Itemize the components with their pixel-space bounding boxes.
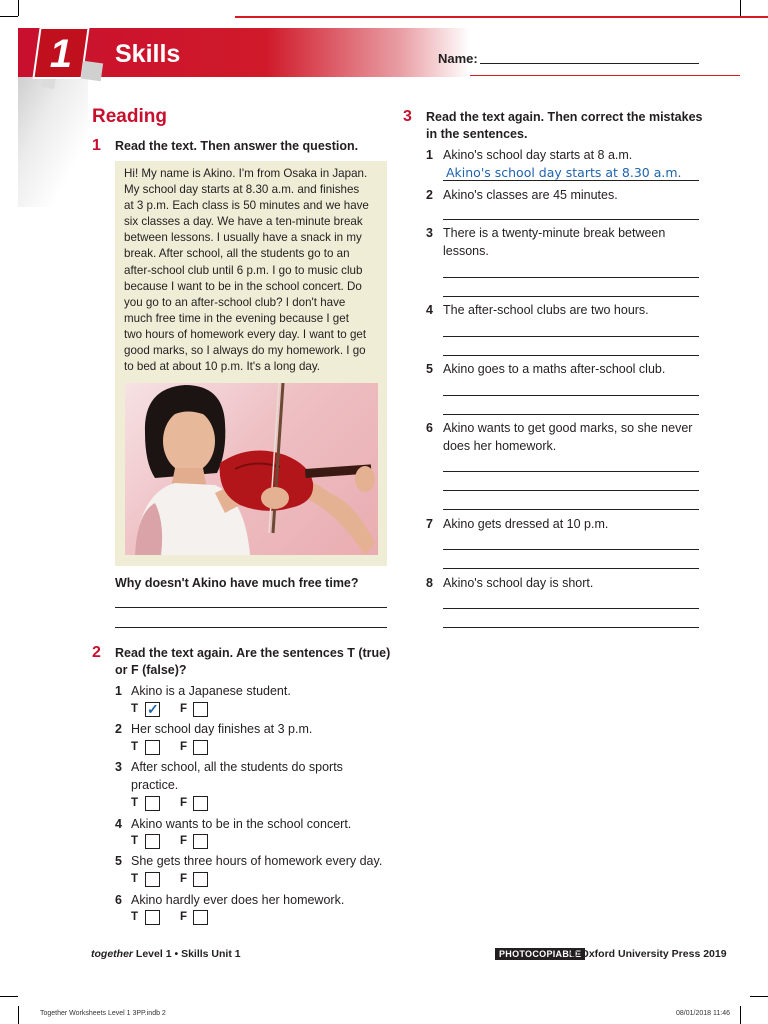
passage-line: much free time in the evening because I get [124,311,349,325]
answer-line[interactable] [115,627,387,628]
exercise-2-number: 2 [92,644,101,661]
false-label: F [180,911,188,923]
answer-line[interactable] [443,296,699,297]
crop-mark [0,996,18,997]
exercise-1-number: 1 [92,137,101,154]
passage-line: after-school club until 6 p.m. I go to music club [124,263,363,277]
false-label: F [180,797,188,809]
answer-line[interactable] [443,490,699,491]
false-label: F [180,703,188,715]
header-shadow [18,77,88,207]
true-label: T [131,797,139,809]
correction-item-text [443,419,692,455]
answer-line[interactable] [443,549,699,550]
correction-item-text: Akino's school day is short. [443,576,594,590]
correction-item-number: 1 [426,148,433,162]
passage-line: six classes a day. We have a ten-minute break [124,215,363,229]
correction-item-text: The after-school clubs are two hours. [443,303,649,317]
unit-number: 1 [49,32,72,76]
header-top-line [235,16,768,18]
check-mark-icon: ✓ [147,701,159,717]
passage-line: two hours of homework every day. I want to get [124,327,367,341]
true-label: T [131,873,139,885]
tf-item-text: Akino hardly ever does her homework. [131,893,345,907]
footer-brand: together [91,948,133,960]
passage-line: because I want to be in the school concert. Do [124,279,362,293]
footer-course-info [91,948,241,960]
passage-line: to bed at about 10 p.m. It's a long day. [124,360,321,374]
false-checkbox[interactable] [193,740,208,755]
true-checkbox[interactable] [145,702,160,717]
passage-line: you go to an after-school club? I don't have [124,295,346,309]
tf-item-text: Akino wants to be in the school concert. [131,817,352,831]
tf-item-number: 6 [115,893,122,907]
true-checkbox[interactable] [145,796,160,811]
correction-item-number: 8 [426,576,433,590]
true-label: T [131,911,139,923]
tf-item-number: 4 [115,817,122,831]
answer-line[interactable] [443,355,699,356]
tf-item-text: Her school day finishes at 3 p.m. [131,722,313,736]
instruction-line: Read the text again. Then correct the mistakes [426,110,703,124]
correction-item-text: Akino goes to a maths after-school club. [443,362,666,376]
print-slug-file: Together Worksheets Level 1 3PP.indb 2 [40,1010,166,1017]
false-checkbox[interactable] [193,910,208,925]
reading-heading: Reading [92,106,167,127]
exercise-1-instruction: Read the text. Then answer the question. [115,139,359,153]
passage-line: My school day starts at 8.30 a.m. and finishes [124,183,360,197]
true-label: T [131,835,139,847]
passage-line: at 3 p.m. Each class is 50 minutes and we have [124,199,369,213]
correction-item-line: Akino wants to get good marks, so she never [443,421,693,435]
reading-passage [124,166,380,375]
tf-item-number: 3 [115,760,122,774]
true-label: T [131,741,139,753]
tf-item-line: practice. [131,778,179,792]
reading-text-box [115,161,387,566]
correction-item-number: 6 [426,421,433,435]
instruction-line: or F (false)? [115,663,187,677]
girl-playing-violin-photo [125,383,378,555]
instruction-line: in the sentences. [426,127,528,141]
false-label: F [180,873,188,885]
print-slug-date: 08/01/2018 11:46 [676,1010,730,1017]
false-checkbox[interactable] [193,872,208,887]
answer-line[interactable] [443,414,699,415]
passage-line: good marks, so I always do my homework. I go [124,344,366,358]
answer-line[interactable] [443,395,699,396]
name-label: Name: [438,51,478,66]
passage-line: Hi! My name is Akino. I'm from Osaka in Japan. [124,167,368,180]
correction-item-number: 4 [426,303,433,317]
tf-item-number: 1 [115,684,122,698]
answer-line[interactable] [443,568,699,569]
answer-line[interactable] [443,627,699,628]
false-label: F [180,741,188,753]
crop-mark [0,16,18,17]
correction-item-number: 7 [426,517,433,531]
crop-mark [18,1006,19,1024]
footer-level: Level 1 [135,948,172,960]
header-rule [470,75,740,76]
name-field[interactable] [480,63,699,64]
violin-illustration [125,383,378,555]
answer-line[interactable] [443,277,699,278]
correction-item-line: does her homework. [443,439,557,453]
false-checkbox[interactable] [193,702,208,717]
true-checkbox[interactable] [145,872,160,887]
tf-item-number: 5 [115,854,122,868]
crop-mark [18,0,19,16]
exercise-2-instruction [115,645,390,679]
true-checkbox[interactable] [145,740,160,755]
true-label: T [131,703,139,715]
answer-line[interactable] [443,180,699,181]
photocopiable-badge: PHOTOCOPIABLE [495,948,585,960]
exercise-3-number: 3 [403,108,412,125]
correction-item-number: 3 [426,226,433,240]
answer-line[interactable] [115,607,387,608]
crop-mark [750,996,768,997]
correction-item-line: lessons. [443,244,489,258]
decor-square [81,61,103,82]
true-checkbox[interactable] [145,910,160,925]
false-checkbox[interactable] [193,834,208,849]
example-answer: Akino's school day starts at 8.30 a.m. [446,165,682,180]
correction-item-number: 5 [426,362,433,376]
answer-line[interactable] [443,509,699,510]
passage-line: between lessons. I usually have a snack in my [124,231,362,245]
correction-item-number: 2 [426,188,433,202]
section-title: Skills [115,40,181,68]
tf-item-number: 2 [115,722,122,736]
answer-line[interactable] [443,608,699,609]
tf-item-line: After school, all the students do sports [131,760,343,774]
tf-item-text [131,758,343,794]
exercise-3-instruction [426,109,702,143]
correction-item-line: There is a twenty-minute break between [443,226,666,240]
answer-line[interactable] [443,336,699,337]
exercise-1-question: Why doesn't Akino have much free time? [115,576,359,590]
passage-line: break. After school, all the students go to an [124,247,350,261]
crop-mark [740,1006,741,1024]
instruction-line: Read the text again. Are the sentences T (true) [115,646,391,660]
footer-bullet: • [174,948,179,960]
correction-item-text: Akino's classes are 45 minutes. [443,188,618,202]
answer-line[interactable] [443,471,699,472]
tf-item-text: She gets three hours of homework every day. [131,854,383,868]
crop-mark [740,0,741,16]
true-checkbox[interactable] [145,834,160,849]
false-checkbox[interactable] [193,796,208,811]
correction-item-text: Akino's school day starts at 8 a.m. [443,148,633,162]
correction-item-text [443,224,665,260]
footer-unit: Skills Unit 1 [181,948,241,960]
answer-line[interactable] [443,219,699,220]
correction-item-text: Akino gets dressed at 10 p.m. [443,517,609,531]
footer-copyright: © Oxford University Press 2019 [570,948,727,960]
false-label: F [180,835,188,847]
tf-item-text: Akino is a Japanese student. [131,684,291,698]
